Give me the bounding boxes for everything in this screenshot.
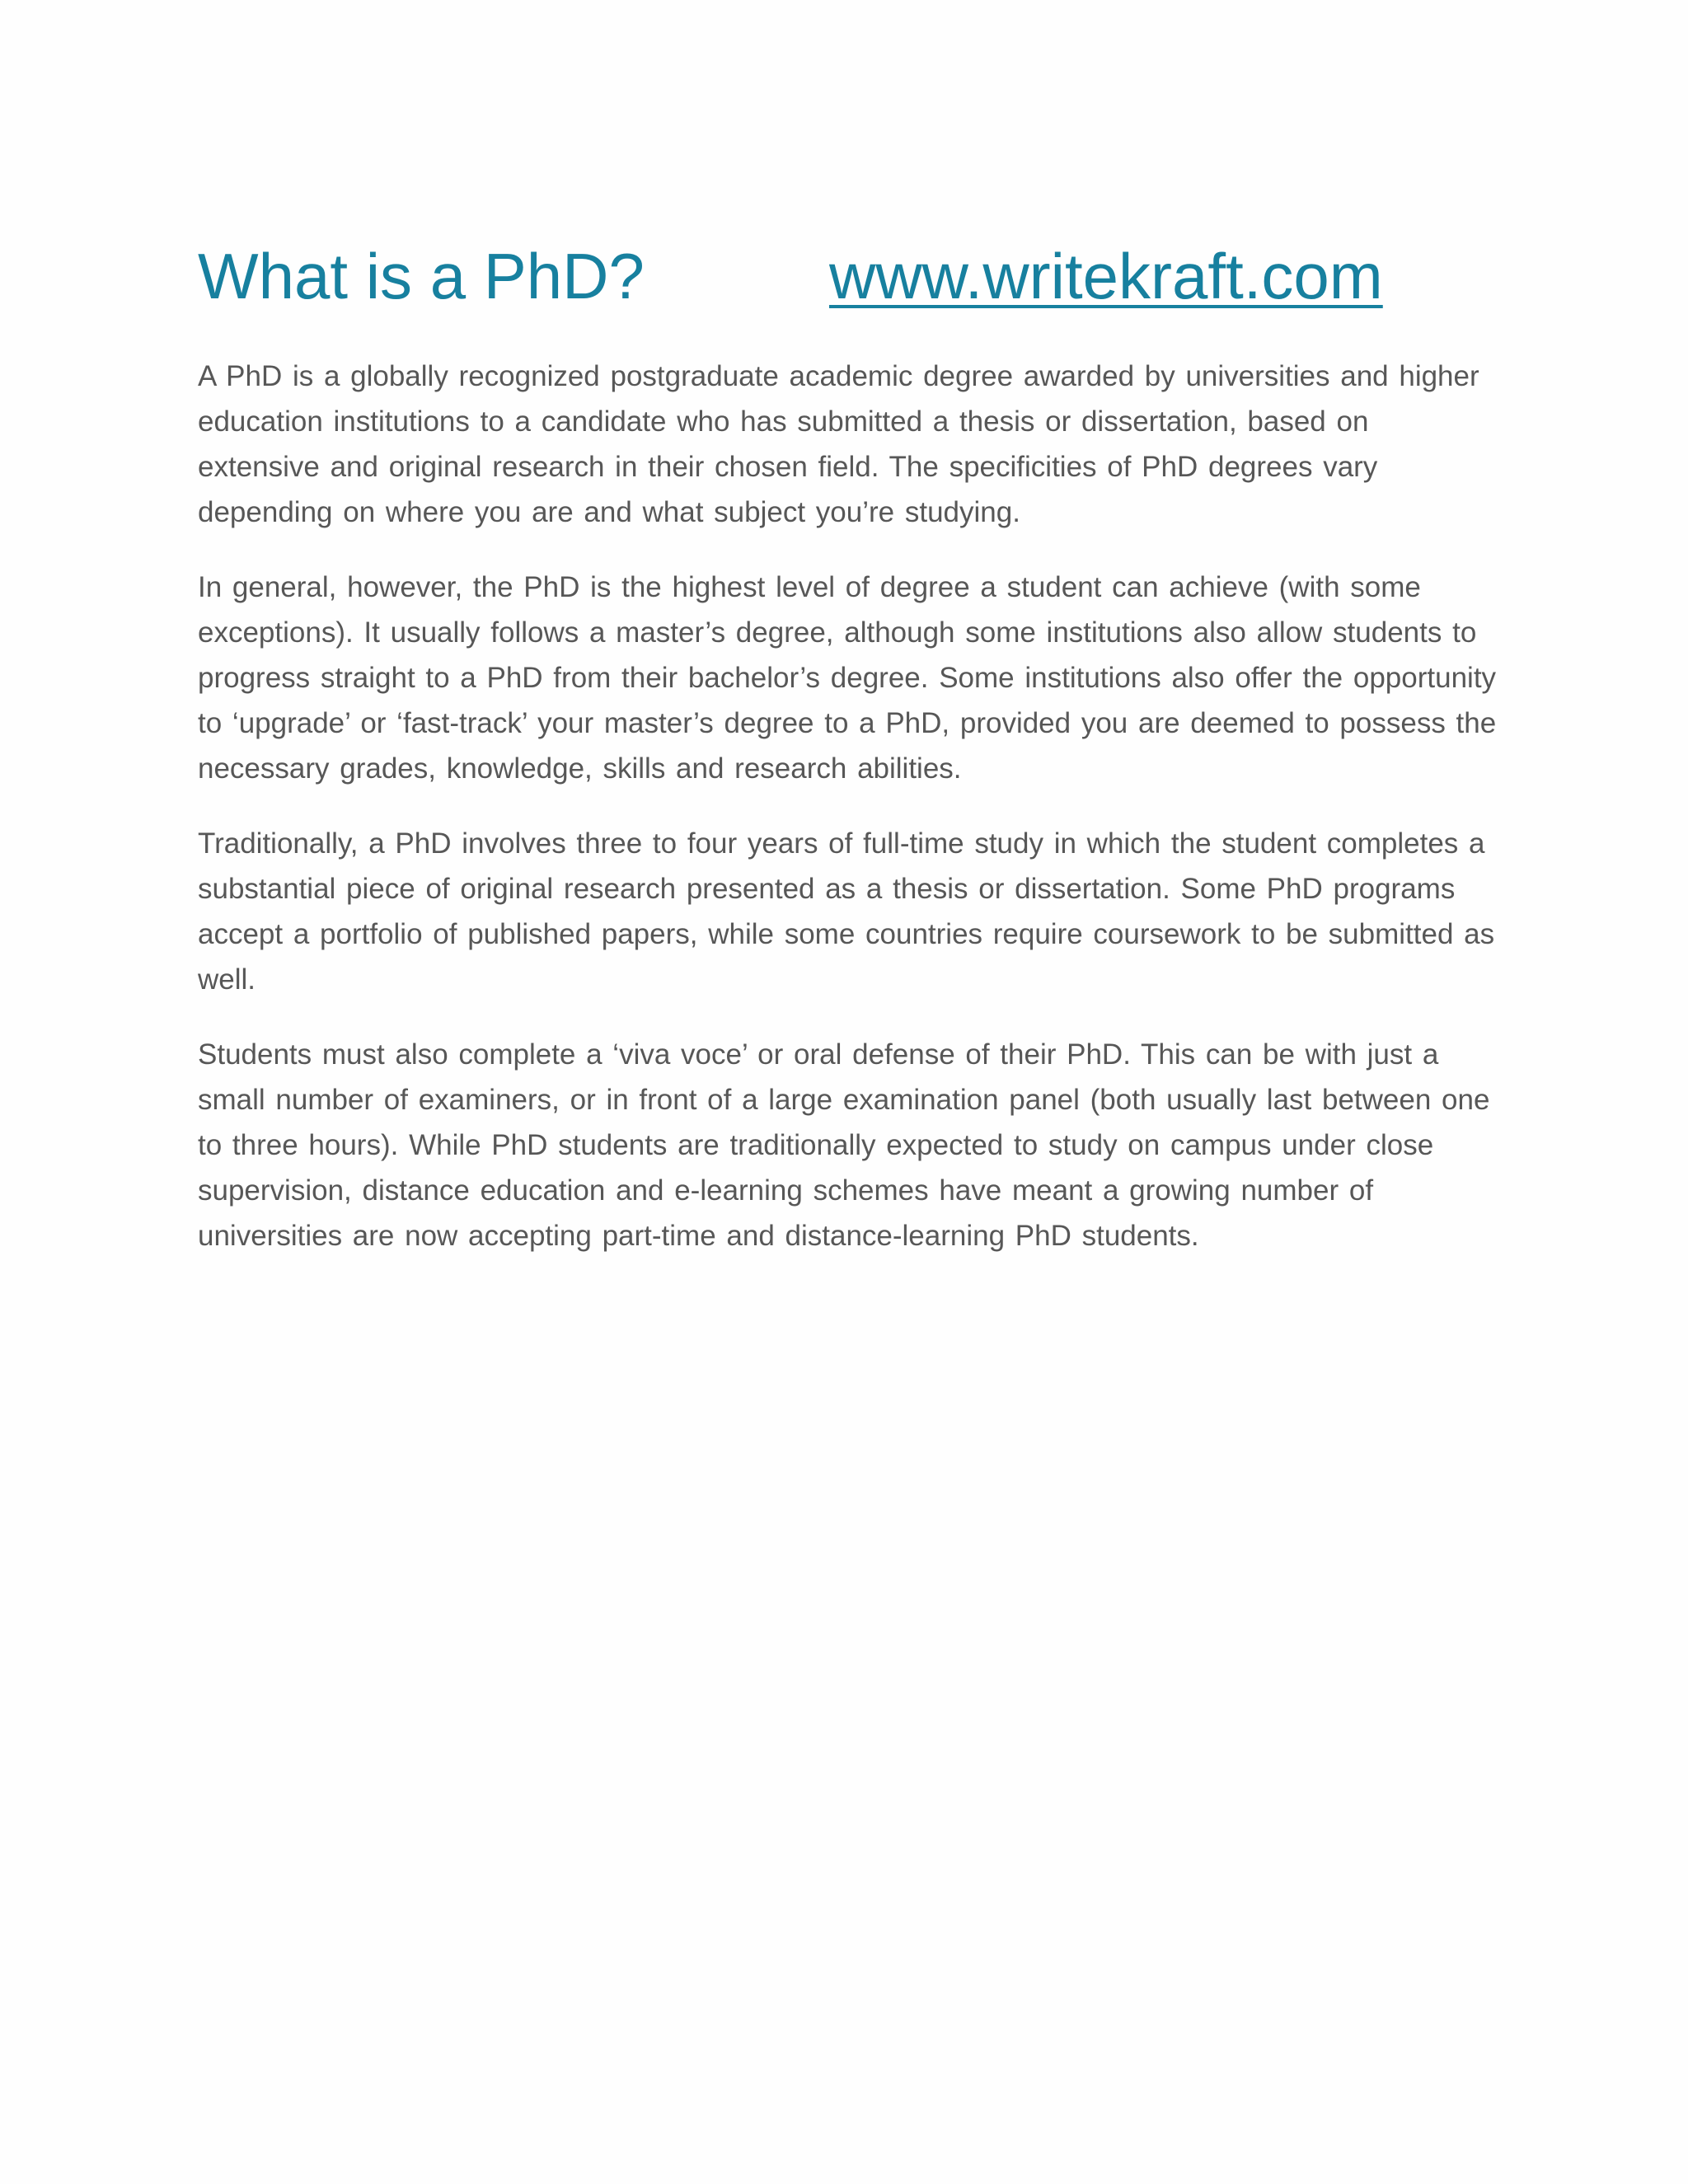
page-title: What is a PhD? — [198, 240, 645, 312]
heading-row — [198, 235, 1500, 317]
document-page — [198, 235, 1500, 1288]
paragraph-general: In general, however, the PhD is the highest level of degree a student can achieve (with some exceptions). It usually follows a master’s degree, although some institutions also allow students to progress straight to a PhD from their bachelor’s degree. Some institutions also offer the opportunity to ‘upgrade’ or ‘fast-track’ your master’s degree to a PhD, provided you are deemed to possess the necessary grades, knowledge, skills and research abilities. — [198, 571, 1497, 785]
website-link[interactable]: www.writekraft.com — [829, 240, 1383, 312]
paragraph-intro: A PhD is a globally recognized postgraduate academic degree awarded by universities and higher education institutions to a candidate who has submitted a thesis or dissertation, based on extensive and original research in their chosen field. The specificities of PhD degrees vary depending on where you are and what subject you’re studying. — [198, 360, 1479, 528]
paragraph-traditionally: Traditionally, a PhD involves three to four years of full-time study in which the student completes a substantial piece of original research presented as a thesis or dissertation. Some PhD programs accept a portfolio of published papers, while some countries require coursework to be submitted as well. — [198, 827, 1495, 996]
paragraph-viva-voce: Students must also complete a ‘viva voce’ or oral defense of their PhD. This can be with just a small number of examiners, or in front of a large examination panel (both usually last between one to three hours). While PhD students are traditionally expected to study on campus under close supervision, distance education and e-learning schemes have meant a growing number of universities are now accepting part-time and distance-learning PhD students. — [198, 1038, 1490, 1252]
